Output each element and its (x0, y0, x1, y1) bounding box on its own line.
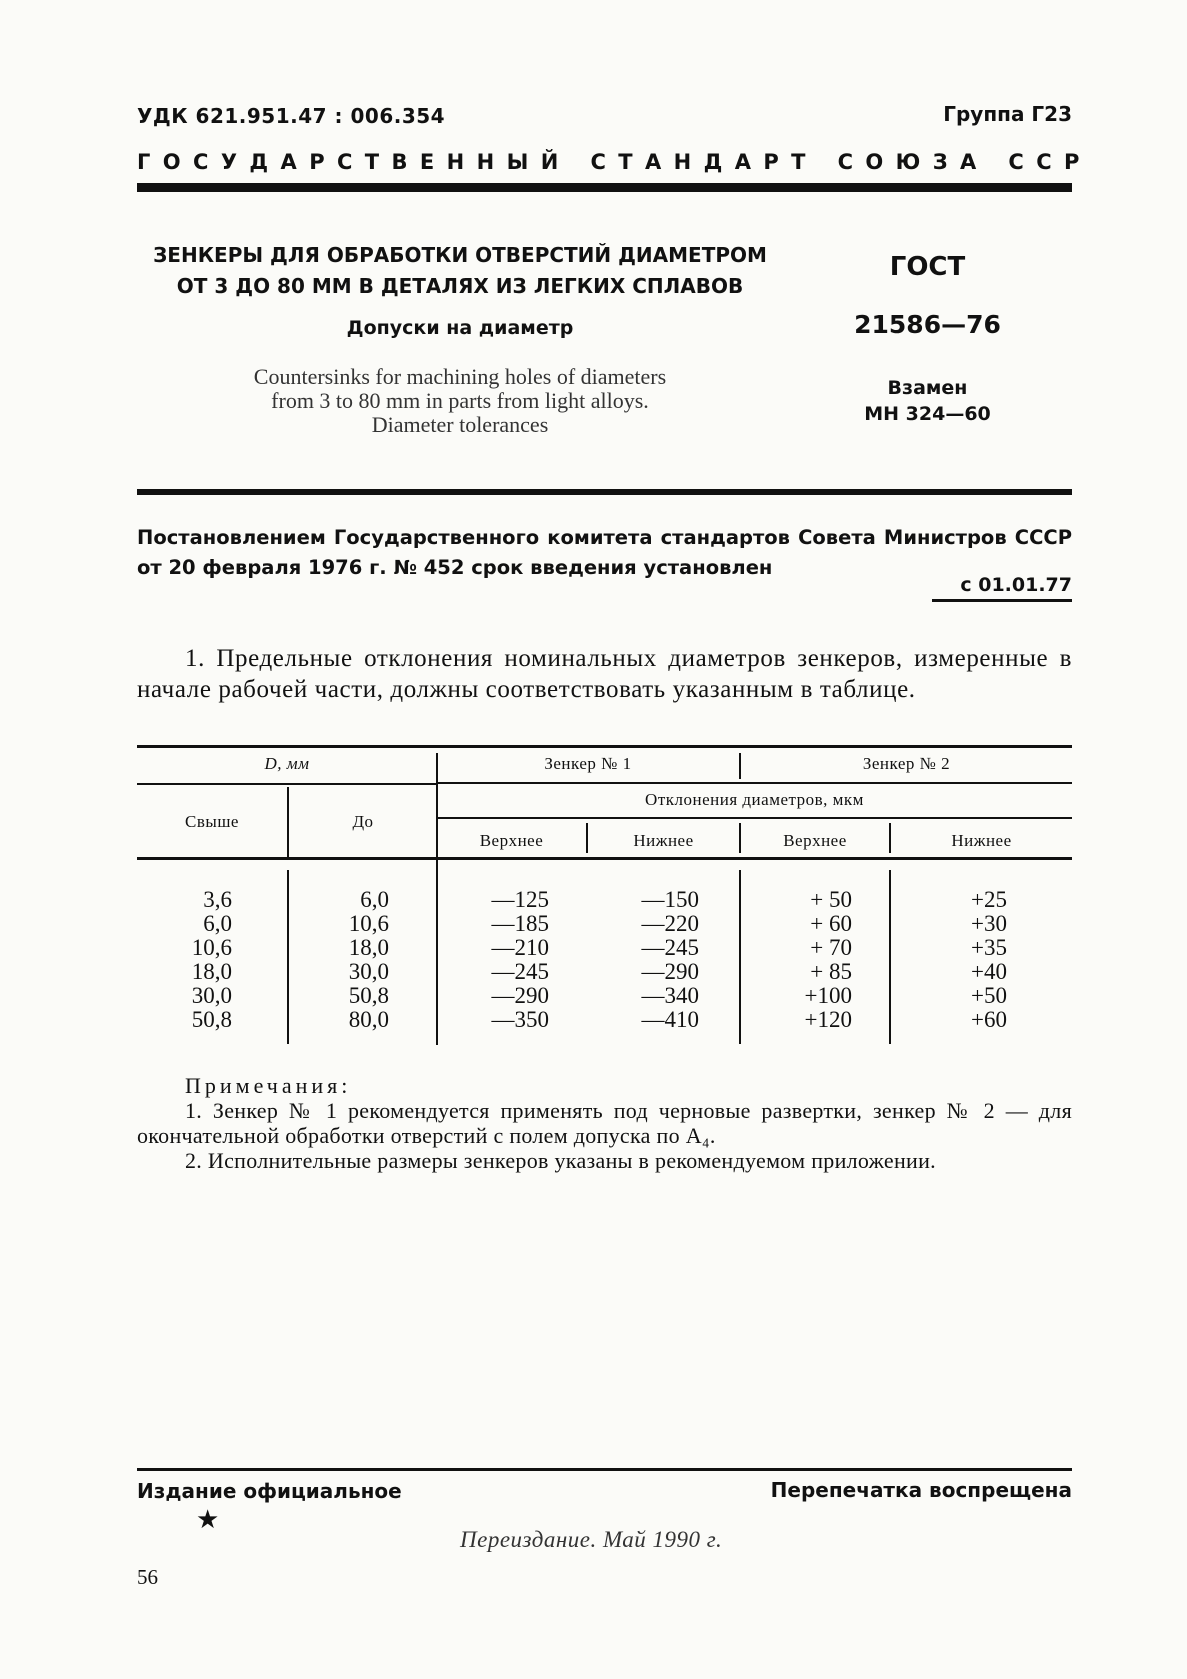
english-title-line-2: from 3 to 80 mm in parts from light alloys. (271, 388, 649, 413)
column-to (317, 888, 389, 1032)
group-code: Группа Г23 (943, 102, 1072, 126)
table-vline-body-z (739, 870, 741, 1044)
header-upper-2: Верхнее (783, 831, 847, 850)
table-cell: —410 (641, 1007, 699, 1032)
official-edition: Издание официальное (137, 1479, 402, 1503)
table-cell: —185 (491, 911, 549, 936)
column-countersink-1-lower (627, 888, 699, 1032)
replaces-value: МН 324—60 (864, 403, 991, 425)
table-cell: 30,0 (348, 959, 389, 984)
header-d: D, мм (264, 754, 310, 773)
table-cell: —220 (641, 911, 699, 936)
english-title (170, 365, 750, 437)
table-header-bottom-rule (137, 857, 1072, 860)
column-over (177, 888, 232, 1032)
header-rule (137, 183, 1072, 192)
table-cell: + 85 (810, 959, 852, 984)
column-countersink-2-lower (937, 888, 1007, 1032)
effective-date: с 01.01.77 (932, 574, 1072, 602)
table-cell: 18,0 (348, 935, 389, 960)
header-lower-2: Нижнее (951, 831, 1012, 850)
note-2: 2. Исполнительные размеры зенкеров указаны в рекомендуемом приложении. (185, 1148, 936, 1173)
table-rule-d (137, 783, 437, 785)
table-cell: +30 (971, 911, 1007, 936)
table-cell: 50,8 (348, 983, 389, 1008)
table-cell: +120 (804, 1007, 852, 1032)
title-line-1: ЗЕНКЕРЫ ДЛЯ ОБРАБОТКИ ОТВЕРСТИЙ ДИАМЕТРОМ (153, 243, 767, 267)
column-countersink-2-upper (777, 888, 852, 1032)
footer-rule (137, 1468, 1072, 1471)
table-cell: 30,0 (191, 983, 232, 1008)
header-lower-1: Нижнее (633, 831, 694, 850)
table-cell: —125 (491, 887, 549, 912)
reprint-prohibited: Перепечатка воспрещена (770, 1478, 1072, 1502)
table-cell: +25 (971, 887, 1007, 912)
table-cell: 10,6 (348, 911, 389, 936)
replaces-label: Взамен (887, 377, 968, 399)
paragraph-1: 1. Предельные отклонения номинальных диаметров зенкеров, измеренные в начале рабочей части, должны соответствовать указанным в таблице. (137, 645, 1072, 703)
table-cell: + 70 (810, 935, 852, 960)
header-to: До (352, 812, 374, 831)
replaces-block (840, 375, 1015, 427)
header-deviations: Отклонения диаметров, мкм (645, 790, 864, 809)
table-rule-z (437, 782, 1072, 784)
column-countersink-1-upper (477, 888, 549, 1032)
table-cell: 18,0 (191, 959, 232, 984)
gost-label: ГОСТ (889, 252, 966, 282)
document-title (145, 240, 775, 302)
title-rule (137, 489, 1072, 495)
table-cell: 6,0 (360, 887, 389, 912)
table-rule-dev (437, 817, 1072, 819)
title-line-2: ОТ 3 ДО 80 ММ В ДЕТАЛЯХ ИЗ ЛЕГКИХ СПЛАВОВ (176, 274, 744, 298)
table-cell: +60 (971, 1007, 1007, 1032)
note-1: 1. Зенкер № 1 рекомендуется применять под черновые развертки, зенкер № 2 — для окончательной обработки отверстий с полем допуска по А₄. (137, 1098, 1072, 1148)
table-cell: —150 (641, 887, 699, 912)
table-cell: 50,8 (191, 1007, 232, 1032)
reissue-note: Переиздание. Май 1990 г. (460, 1527, 723, 1552)
table-cell: —290 (491, 983, 549, 1008)
table-cell: +50 (971, 983, 1007, 1008)
state-standard-heading: ГОСУДАРСТВЕННЫЙ СТАНДАРТ СОЮЗА ССР (137, 150, 1092, 174)
udk-code: УДК 621.951.47 : 006.354 (137, 104, 446, 128)
table-cell: 80,0 (348, 1007, 389, 1032)
notes-title: Примечания: (185, 1073, 352, 1098)
table-top-rule (137, 745, 1072, 748)
table-cell: —290 (641, 959, 699, 984)
table-cell: —245 (641, 935, 699, 960)
table-cell: —350 (491, 1007, 549, 1032)
header-over: Свыше (185, 812, 239, 831)
gost-number: 21586—76 (854, 310, 1001, 339)
table-cell: + 50 (810, 887, 852, 912)
table-cell: + 60 (810, 911, 852, 936)
star-icon: ★ (196, 1505, 220, 1534)
table-vline-body-d (287, 870, 289, 1044)
tolerance-table (137, 745, 1072, 1051)
header-countersink-1: Зенкер № 1 (544, 754, 632, 773)
table-cell: —340 (641, 983, 699, 1008)
document-subtitle: Допуски на диаметр (346, 317, 574, 339)
decree-text: Постановлением Государственного комитета стандартов Совета Министров СССР от 20 февраля 1976 г. № 452 срок введения установлен (137, 526, 1072, 579)
table-cell: 10,6 (191, 935, 232, 960)
table-cell: +100 (804, 983, 852, 1008)
english-title-line-1: Countersinks for machining holes of diameters (253, 364, 667, 389)
table-cell: —210 (491, 935, 549, 960)
page-number: 56 (137, 1565, 158, 1589)
header-countersink-2: Зенкер № 2 (862, 754, 951, 773)
table-cell: +40 (971, 959, 1007, 984)
table-cell: +35 (971, 935, 1007, 960)
table-cell: 3,6 (203, 887, 232, 912)
table-vline-body-z2 (889, 870, 891, 1044)
table-cell: 6,0 (203, 911, 232, 936)
header-upper-1: Верхнее (479, 831, 544, 850)
table-cell: —245 (491, 959, 549, 984)
english-title-line-3: Diameter tolerances (371, 412, 549, 437)
